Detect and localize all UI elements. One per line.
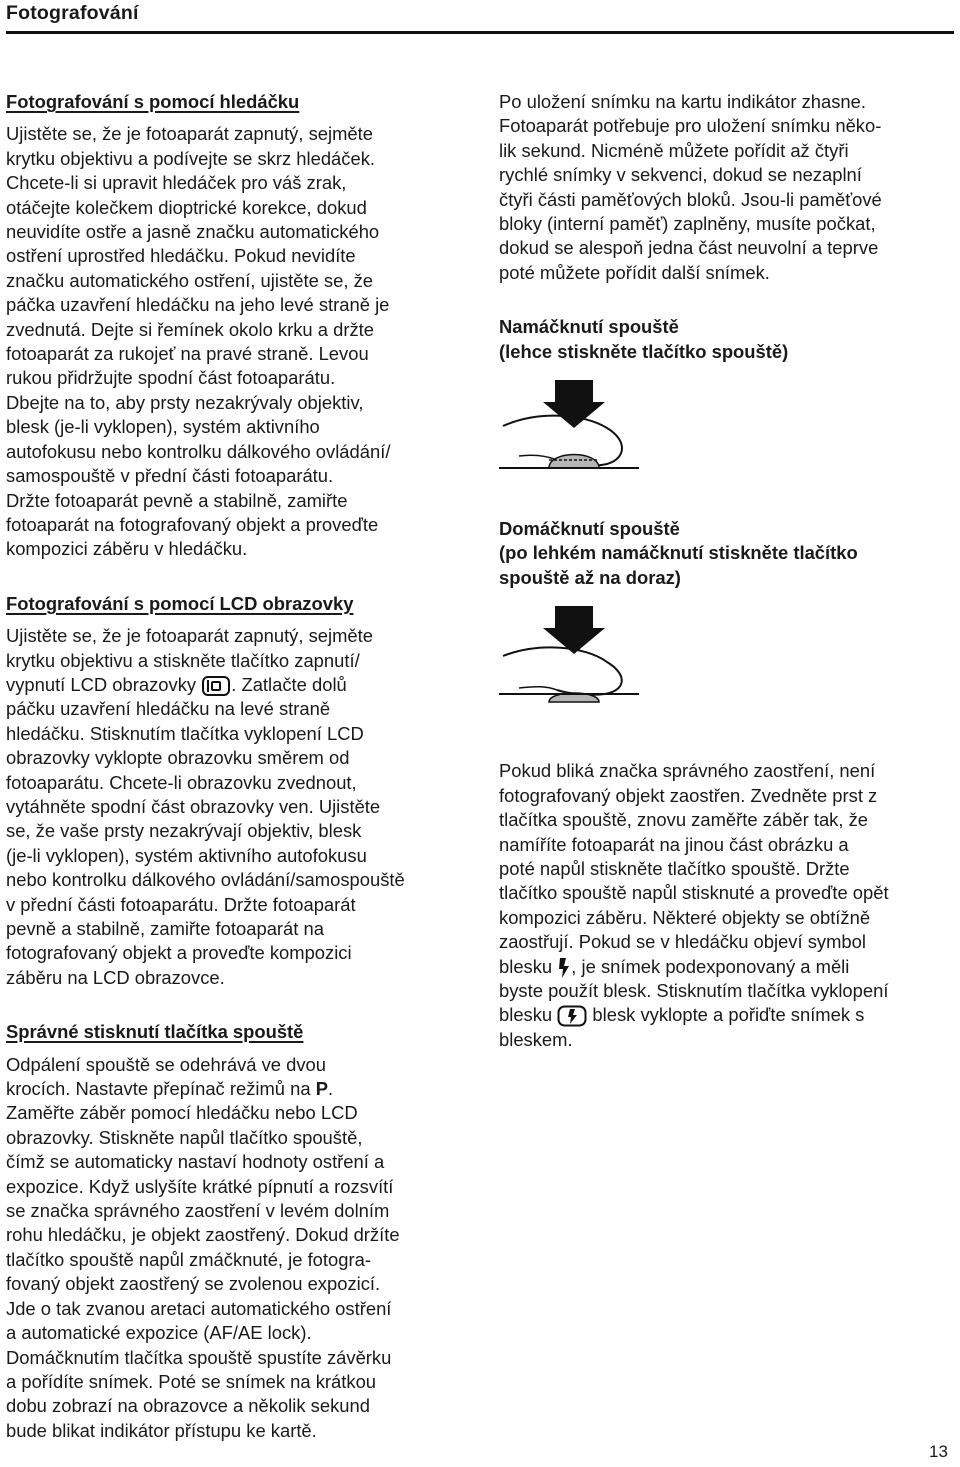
- text-line: fotoaparát za rukojeť na pravé straně. Levou: [6, 343, 369, 365]
- text-line: tlačítka spouště, znovu zaměřte záběr tak, že: [499, 809, 869, 831]
- text-line: autofokusu nebo kontrolku dálkového ovládání/: [6, 440, 391, 462]
- text-line: značku automatického ostření, ujistěte se, že: [6, 269, 373, 291]
- text-line: bleskem.: [499, 1028, 573, 1050]
- text-line: Zaměřte záběr pomocí hledáčku nebo LCD: [6, 1102, 358, 1124]
- text-line: expozice. Když uslyšíte krátké pípnutí a rozsvítí: [6, 1175, 394, 1197]
- right-column: [499, 90, 949, 1052]
- lcd-display-icon: [202, 676, 230, 696]
- text-fragment: . Zatlačte dolů: [231, 673, 347, 695]
- text-fragment: blesku: [499, 955, 553, 977]
- text-fragment: vypnutí LCD obrazovky: [6, 673, 197, 695]
- text-line: Pokud bliká značka správného zaostření, není: [499, 760, 876, 782]
- text-line: samospouště v přední části fotoaparátu.: [6, 465, 334, 487]
- text-line: Jde o tak zvanou aretaci automatického ostření: [6, 1297, 392, 1319]
- text-line: byste použít blesk. Stisknutím tlačítka vyklopení: [499, 979, 889, 1001]
- page-number: 13: [929, 1442, 948, 1461]
- text-line: vytáhněte spodní část obrazovky ven. Ujistěte: [6, 795, 381, 817]
- text-line: fotografovaný objekt a proveďte kompozici: [6, 942, 352, 964]
- page-header-title: Fotografování: [6, 2, 139, 24]
- text-line: zaostřují. Pokud se v hledáčku objeví symbol: [499, 931, 866, 953]
- text-line: fovaný objekt zaostřený se zvolenou expozicí.: [6, 1273, 381, 1295]
- text-line: Dbejte na to, aby prsty nezakrývaly objektiv,: [6, 391, 364, 413]
- text-line: poté napůl stiskněte tlačítko spouště. Držte: [499, 857, 850, 879]
- text-line: Domáčknutím tlačítka spouště spustíte závěrku: [6, 1346, 392, 1368]
- text-line: kompozici záběru v hledáčku.: [6, 538, 248, 560]
- text-line: Držte fotoaparát pevně a stabilně, zamiřte: [6, 489, 348, 511]
- text-line: záběru na LCD obrazovce.: [6, 966, 225, 988]
- mode-p-label: P: [315, 1078, 328, 1100]
- text-line: lik sekund. Nicméně můžete pořídit až čtyři: [499, 139, 849, 161]
- text-line: v přední části fotoaparátu. Držte fotoaparát: [6, 893, 356, 915]
- text-line: Fotoaparát potřebuje pro uložení snímku něko-: [499, 115, 882, 137]
- text-line: [499, 1003, 949, 1027]
- text-line: namíříte fotoaparát na jinou část obrázku a: [499, 833, 849, 855]
- text-fragment: krocích. Nastavte přepínač režimů na: [6, 1078, 316, 1100]
- subheading-full-press-note: (po lehkém namáčknutí stiskněte tlačítko: [499, 542, 858, 564]
- text-line: Chcete-li si upravit hledáček pro váš zrak,: [6, 172, 347, 194]
- text-line: tlačítko spouště napůl zmáčknuté, je fotogra-: [6, 1248, 371, 1270]
- text-line: bloky (interní paměť) zaplněny, musíte počkat,: [499, 213, 876, 235]
- text-line: ostření uprostřed hledáčku. Pokud nevidíte: [6, 245, 356, 267]
- text-line: pevně a stabilně, zamiřte fotoaparát na: [6, 918, 324, 939]
- text-line: a automatické expozice (AF/AE lock).: [6, 1322, 312, 1344]
- text-line: poté můžete pořídit další snímek.: [499, 261, 770, 283]
- text-line: krytku objektivu a podívejte se skrz hledáček.: [6, 147, 376, 169]
- text-line: (je-li vyklopen), systém aktivního autofokusu: [6, 844, 367, 866]
- text-line: se značka správného zaostření v levém dolním: [6, 1200, 390, 1222]
- text-line: fotoaparátu. Chcete-li obrazovku zvednout,: [6, 771, 357, 793]
- text-line: dobu zobrazí na obrazovce a několik sekund: [6, 1395, 370, 1417]
- text-line: Ujistěte se, že je fotoaparát zapnutý, sejměte: [6, 123, 373, 145]
- text-line: neuvidíte ostře a jasně značku automatického: [6, 221, 380, 243]
- text-line: bude blikat indikátor přístupu ke kartě.: [6, 1419, 317, 1441]
- flash-button-icon: [557, 1005, 587, 1027]
- left-column: [6, 90, 464, 1443]
- text-line: páčku uzavření hledáčku na levé straně: [6, 698, 331, 720]
- text-line: tlačítko spouště napůl stisknuté a proveďte opět: [499, 882, 889, 904]
- header-divider: [6, 31, 954, 34]
- text-line: Ujistěte se, že je fotoaparát zapnutý, sejměte: [6, 625, 373, 647]
- text-fragment: .: [328, 1078, 334, 1100]
- text-line: se, že vaše prsty nezakrývají objektiv, blesk: [6, 820, 362, 842]
- half-press-illustration: [499, 376, 639, 501]
- shutter-button-icon: [549, 455, 599, 469]
- full-press-illustration: [499, 602, 639, 727]
- text-line: obrazovky. Stiskněte napůl tlačítko spouště,: [6, 1126, 363, 1148]
- text-line: Po uložení snímku na kartu indikátor zhasne.: [499, 91, 866, 112]
- text-line: zvednutá. Dejte si řemínek okolo krku a držte: [6, 318, 374, 340]
- text-line: [6, 673, 464, 697]
- subheading-half-press: Namáčknutí spouště: [499, 316, 679, 338]
- text-line: rukou přidržujte spodní část fotoaparátu.: [6, 367, 336, 389]
- text-line: dokud se alespoň jedna část neuvolní a teprve: [499, 237, 879, 259]
- section-title-shutter: Správné stisknutí tlačítka spouště: [6, 1021, 304, 1043]
- subheading-half-press-note: (lehce stiskněte tlačítko spouště): [499, 340, 789, 362]
- text-line: obrazovky vyklopte obrazovku směrem od: [6, 747, 350, 769]
- text-line: nebo kontrolku dálkového ovládání/samospouště: [6, 869, 405, 891]
- text-line: a pořídíte snímek. Poté se snímek na krátkou: [6, 1370, 377, 1392]
- subheading-full-press-note: spouště až na doraz): [499, 566, 681, 588]
- text-fragment: blesku: [499, 1004, 553, 1026]
- text-line: hledáčku. Stisknutím tlačítka vyklopení LCD: [6, 722, 364, 744]
- text-fragment: blesk vyklopte a pořiďte snímek s: [587, 1004, 865, 1026]
- text-line: kompozici záběru. Některé objekty se obtížně: [499, 906, 871, 928]
- text-line: [6, 1077, 464, 1101]
- text-line: fotoaparát na fotografovaný objekt a proveďte: [6, 513, 379, 535]
- text-line: otáčejte kolečkem dioptrické korekce, dokud: [6, 196, 367, 218]
- press-arrow-icon: [543, 380, 605, 428]
- text-line: krytku objektivu a stiskněte tlačítko zapnutí/: [6, 649, 360, 671]
- text-line: fotografovaný objekt zaostřen. Zvedněte prst z: [499, 784, 878, 806]
- text-line: čímž se automaticky nastaví hodnoty ostření a: [6, 1151, 385, 1173]
- flash-bolt-icon: [557, 957, 571, 979]
- text-line: páčka uzavření hledáčku na jeho levé straně je: [6, 294, 390, 316]
- text-fragment: , je snímek podexponovaný a měli: [571, 955, 850, 977]
- section-title-viewfinder: Fotografování s pomocí hledáčku: [6, 91, 300, 112]
- fingertip-line: [519, 687, 557, 690]
- text-line: [499, 955, 949, 979]
- text-line: čtyři části paměťových bloků. Jsou-li paměťové: [499, 188, 882, 210]
- subheading-full-press: Domáčknutí spouště: [499, 518, 680, 540]
- text-line: blesk (je-li vyklopen), systém aktivního: [6, 416, 320, 438]
- text-line: Odpálení spouště se odehrává ve dvou: [6, 1053, 327, 1075]
- section-title-lcd: Fotografování s pomocí LCD obrazovky: [6, 592, 354, 614]
- text-line: rohu hledáčku, je objekt zaostřený. Dokud držíte: [6, 1224, 400, 1246]
- text-line: rychlé snímky v sekvenci, dokud se nezaplní: [499, 164, 862, 186]
